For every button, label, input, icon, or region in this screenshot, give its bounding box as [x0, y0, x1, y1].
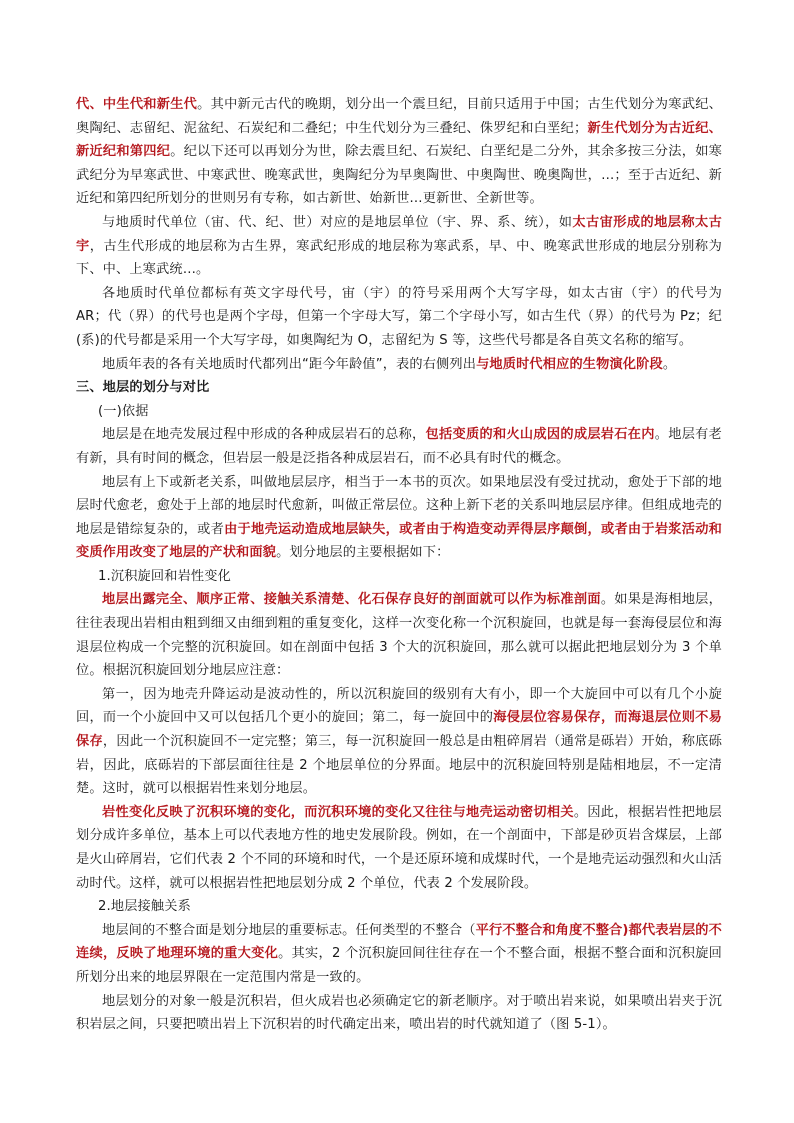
text-run: 三、地层的划分与对比 — [76, 380, 210, 396]
text-run: 。地层有老有新，具有时间的概念，但岩层一般是泛指各种成层岩石，而不必具有时代的概念。 — [76, 427, 722, 466]
highlighted-text: 包括变质的和火山成因的成层岩石在内 — [425, 427, 655, 443]
highlighted-text: 岩性变化反映了沉积环境的变化，而沉积环境的变化又往往与地壳运动密切相关 — [102, 804, 574, 820]
text-run: 2.地层接触关系 — [98, 899, 191, 915]
text-run: 。因此，根据岩性把地层划分成许多单位，基本上可以代表地方性的地史发展阶段。例如，在一个剖面中，下部是砂页岩含煤层，上部是火山碎屑岩，它们代表 2 个不同的环境和时代，一个是还原环境和成煤时代，一个是地壳运动强烈和火山活动时代。这样，就可以根据岩性把地层划分成 2 个单位，代表 2 个发展阶段。 — [76, 804, 722, 891]
body-paragraph — [76, 282, 722, 353]
subsection-heading — [76, 400, 722, 424]
highlighted-text: 新生代划分为古近纪、新近纪和第四纪 — [76, 120, 722, 160]
body-paragraph — [76, 93, 722, 211]
text-run: 各地质时代单位都标有英文字母代号，宙（宇）的符号采用两个大写字母，如太古宙（宇）的代号为 AR；代（界）的代号也是两个字母，但第一个字母大写，第二个字母小写，如古生代（界）的代号为 Pz；纪(系)的代号都是采用一个大写字母，如奥陶纪为 O，志留纪为 S 等，这些代号都是各自英文名称的缩写。 — [76, 285, 722, 348]
body-paragraph — [76, 211, 722, 282]
text-run: 。如果是海相地层，往往表现出岩相由粗到细又由细到粗的重复变化，这样一次变化称一个沉积旋回，也就是每一套海侵层位和海退层位构成一个完整的沉积旋回。如在剖面中包括 3 个大的沉积旋回，那么就可以据此把地层划分为 3 个单位。根据沉积旋回划分地层应注意： — [76, 592, 722, 679]
body-paragraph — [76, 801, 722, 895]
text-run: 1.沉积旋回和岩性变化 — [98, 568, 231, 584]
text-run: 地层有上下或新老关系，叫做地层层序，相当于一本书的页次。如果地层没有受过扰动，愈处于下部的地层时代愈老，愈处于上部的地层时代愈新，叫做正常层位。这种上新下老的关系叫地层层序律。但组成地壳的地层是错综复杂的，或者 — [76, 474, 722, 537]
text-run: 地层划分的对象一般是沉积岩，但火成岩也必须确定它的新老顺序。对于喷出岩来说，如果喷出岩夹于沉积岩层之间，只要把喷出岩上下沉积岩的时代确定出来，喷出岩的时代就知道了（图 5-1）。 — [76, 993, 722, 1033]
text-run: 地质年表的各有关地质时代都列出“距今年龄值”，表的右侧列出 — [102, 356, 477, 372]
text-run: (一)依据 — [98, 403, 149, 419]
highlighted-text: 太古宙形成的地层称太古宇 — [76, 214, 722, 254]
highlighted-text: 平行不整合和角度不整合)都代表岩层的不连续，反映了地理环境的重大变化 — [76, 922, 722, 962]
text-run: 地层是在地壳发展过程中形成的各种成层岩石的总称， — [102, 427, 426, 443]
section-heading — [76, 376, 722, 400]
subsection-heading — [76, 895, 722, 919]
subsection-heading — [76, 565, 722, 589]
text-run: 。 — [662, 356, 677, 372]
highlighted-text: 地层出露完全、顺序正常、接触关系清楚、化石保存良好的剖面就可以作为标准剖面 — [102, 592, 601, 608]
text-run: ，因此一个沉积旋回不一定完整；第三，每一沉积旋回一般总是由粗碎屑岩（通常是砾岩）开始，称底砾岩，因此，底砾岩的下部层面往往是 2 个地层单位的分界面。地层中的沉积旋回特别是陆相地层，不一定清楚。这时，就可以根据岩性来划分地层。 — [76, 734, 722, 797]
body-paragraph — [76, 990, 722, 1037]
text-run: 。其中新元古代的晚期，划分出一个震旦纪，目前只适用于中国；古生代划分为寒武纪、奥陶纪、志留纪、泥盆纪、石炭纪和二叠纪；中生代划分为三叠纪、侏罗纪和白垩纪； — [76, 97, 722, 136]
text-run: 。纪以下还可以再划分为世，除去震旦纪、石炭纪、白垩纪是二分外，其余多按三分法，如寒武纪分为早寒武世、中寒武世、晚寒武世，奥陶纪分为早奥陶世、中奥陶世、晚奥陶世，…；至于古近纪、新近纪和第四纪所划分的世则另有专称，如古新世、始新世…更新世、全新世等。 — [76, 144, 722, 207]
text-run: 与地质时代单位（宙、代、纪、世）对应的是地层单位（宇、界、系、统），如 — [102, 214, 573, 230]
body-paragraph — [76, 353, 722, 377]
body-paragraph — [76, 683, 722, 801]
highlighted-text: 与地质时代相应的生物演化阶段 — [476, 356, 663, 372]
body-paragraph — [76, 919, 722, 990]
document-page — [76, 93, 722, 1037]
text-run: 。其实，2 个沉积旋回间往往存在一个不整合面，根据不整合面和沉积旋回所划分出来的地层界限在一定范围内常是一致的。 — [76, 946, 722, 985]
text-run: 地层间的不整合面是划分地层的重要标志。任何类型的不整合（ — [102, 922, 476, 938]
text-run: 。划分地层的主要根据如下： — [276, 545, 450, 561]
body-paragraph — [76, 471, 722, 565]
highlighted-text: 海侵层位容易保存，而海退层位则不易保存 — [76, 710, 722, 750]
text-run: ，古生代形成的地层称为古生界，寒武纪形成的地层称为寒武系，早、中、晚寒武世形成的地层分别称为下、中、上寒武统…。 — [76, 238, 722, 278]
highlighted-text: 代、中生代和新生代 — [76, 97, 198, 112]
text-run: 第一，因为地壳升降运动是波动性的，所以沉积旋回的级别有大有小，即一个大旋回中可以有几个小旋回，而一个小旋回中又可以包括几个更小的旋回；第二，每一旋回中的 — [76, 686, 722, 726]
highlighted-text: 由于地壳运动造成地层缺失，或者由于构造变动弄得层序颠倒，或者由于岩浆活动和变质作用改变了地层的产状和面貌 — [76, 521, 723, 561]
body-paragraph — [76, 423, 722, 470]
body-paragraph — [76, 588, 722, 682]
